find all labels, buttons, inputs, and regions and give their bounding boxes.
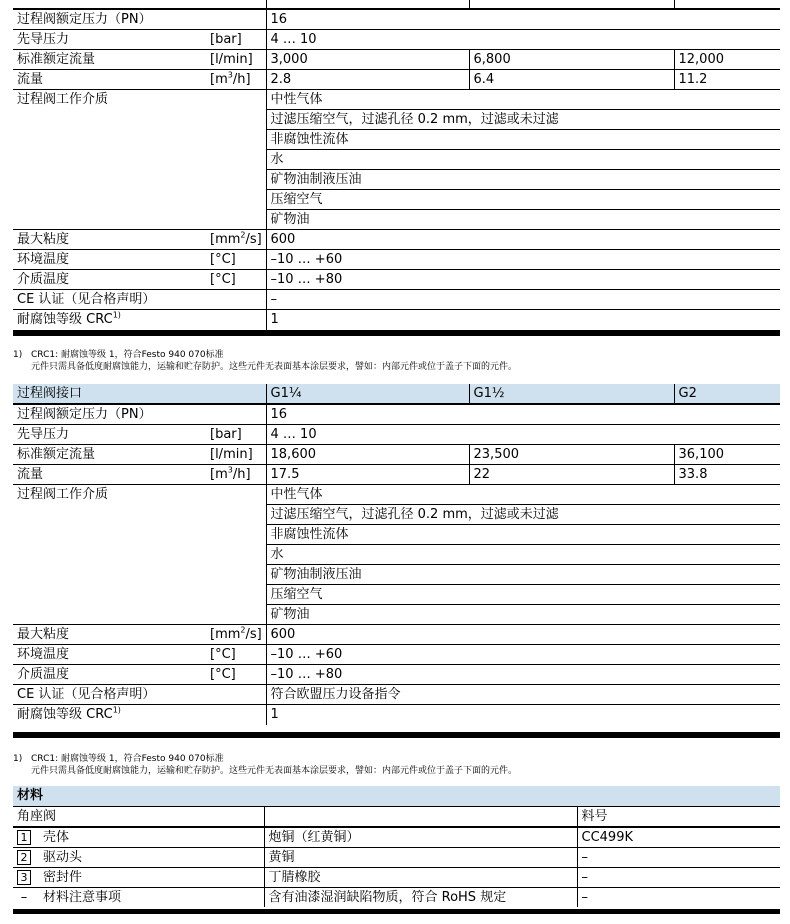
table-row <box>13 705 780 725</box>
row-label: 过程阀额定压力（PN） <box>13 9 266 30</box>
media-item: 中性气体 <box>266 485 780 505</box>
row-value: 16 <box>266 9 780 30</box>
row-unit: $[m^3/h]$ <box>206 465 266 485</box>
table-cell <box>266 0 469 9</box>
media-item: 水 <box>266 150 780 170</box>
row-label: CE 认证（见合格声明） <box>13 685 266 705</box>
table-row <box>13 505 780 525</box>
table-row <box>13 130 780 150</box>
table-header-row <box>13 384 780 404</box>
code-cell: CC499K <box>577 827 780 848</box>
table-row <box>13 170 780 190</box>
row-value: 18,600 <box>266 445 469 465</box>
row-label: 介质温度 <box>13 665 206 685</box>
materials-title: 材料 <box>13 786 780 806</box>
row-value: 33.8 <box>674 465 780 485</box>
header-cell: G1½ <box>469 384 674 404</box>
table-row <box>13 110 780 130</box>
table-row <box>13 190 780 210</box>
table-row <box>13 290 780 310</box>
row-value: –10 … +60 <box>266 250 780 270</box>
row-unit: [l/min] <box>206 445 266 465</box>
row-label: 过程阀额定压力（PN） <box>13 404 266 425</box>
media-item: 水 <box>266 545 780 565</box>
table-row <box>13 210 780 230</box>
table-end-rule <box>13 330 780 336</box>
table-row <box>13 545 780 565</box>
table-row <box>13 685 780 705</box>
table-row <box>13 525 780 545</box>
table-end-rule <box>13 909 780 914</box>
row-unit: [l/min] <box>206 50 266 70</box>
media-item: 矿物油 <box>266 210 780 230</box>
row-label: 过程阀工作介质 <box>17 487 109 503</box>
row-value: 6.4 <box>469 70 674 90</box>
row-value: 6,800 <box>469 50 674 70</box>
part-number-box: 3 <box>17 870 31 885</box>
materials-title-row <box>13 786 780 806</box>
table-row <box>13 70 780 90</box>
table-row <box>13 150 780 170</box>
media-item: 过滤压缩空气，过滤孔径 0.2 mm，过滤或未过滤 <box>266 110 780 130</box>
row-value: – <box>266 290 780 310</box>
spec-table-1 <box>13 0 780 330</box>
table-row <box>13 565 780 585</box>
row-label: 过程阀工作介质 <box>17 92 109 108</box>
table-cell <box>469 0 674 9</box>
row-unit: [°C] <box>206 250 266 270</box>
media-item: 压缩空气 <box>266 585 780 605</box>
row-label: 流量 <box>13 465 206 485</box>
table-row <box>13 90 780 110</box>
code-cell: – <box>577 867 780 887</box>
row-value: 1 <box>266 310 780 330</box>
table-header-row <box>13 806 780 827</box>
table-row <box>13 30 780 50</box>
part-cell: 2 驱动头 <box>13 847 264 867</box>
table-row <box>13 827 780 848</box>
row-label: 先导压力 <box>13 425 206 445</box>
material-cell: 丁腈橡胶 <box>264 867 577 887</box>
row-value: –10 … +60 <box>266 645 780 665</box>
table-row <box>13 585 780 605</box>
row-label: CE 认证（见合格声明） <box>13 290 266 310</box>
table-row <box>13 270 780 290</box>
row-unit: [°C] <box>206 270 266 290</box>
row-value: 23,500 <box>469 445 674 465</box>
row-label: 耐腐蚀等级 CRC$^{1)}$ <box>17 705 121 723</box>
footnote: 1) CRC1: 耐腐蚀等级 1，符合Festo 940 070标准 元件只需具备低度耐腐蚀能力，运输和贮存防护。这些元件无表面基本涂层要求，譬如：内部元件或位于盖子下面的元件。 <box>13 350 518 372</box>
header-cell: 料号 <box>577 806 780 827</box>
materials-table <box>13 786 780 907</box>
table-row <box>13 887 780 907</box>
table-cell <box>674 0 780 9</box>
table-row <box>13 404 780 425</box>
row-value: 符合欧盟压力设备指令 <box>266 685 780 705</box>
media-item: 矿物油制液压油 <box>266 565 780 585</box>
part-cell: 3 密封件 <box>13 867 264 887</box>
table-row <box>13 605 780 625</box>
part-number-box: 2 <box>17 850 31 865</box>
media-item: 中性气体 <box>266 90 780 110</box>
media-item: 压缩空气 <box>266 190 780 210</box>
media-item: 矿物油 <box>266 605 780 625</box>
row-label: 耐腐蚀等级 CRC$^{1)}$ <box>17 310 121 328</box>
row-value: 1 <box>266 705 780 725</box>
material-cell: 炮铜（红黄铜） <box>264 827 577 848</box>
table-row <box>13 625 780 645</box>
part-cell: – 材料注意事项 <box>13 887 264 907</box>
media-item: 非腐蚀性流体 <box>266 130 780 150</box>
row-value: 2.8 <box>266 70 469 90</box>
row-unit: [°C] <box>206 665 266 685</box>
spec-table-2 <box>13 384 780 725</box>
row-value: 12,000 <box>674 50 780 70</box>
row-unit: $[m^3/h]$ <box>206 70 266 90</box>
table-end-rule <box>13 732 780 738</box>
table-row <box>13 465 780 485</box>
footnote: 1) CRC1: 耐腐蚀等级 1，符合Festo 940 070标准 元件只需具备低度耐腐蚀能力，运输和贮存防护。这些元件无表面基本涂层要求，譬如：内部元件或位于盖子下面的元件。 <box>13 754 518 776</box>
row-label: 标准额定流量 <box>13 445 206 465</box>
row-label: 先导压力 <box>13 30 206 50</box>
table-row <box>13 645 780 665</box>
row-unit: [°C] <box>206 645 266 665</box>
table-row <box>13 50 780 70</box>
dash-marker: – <box>20 889 28 905</box>
row-value: 4 … 10 <box>266 30 780 50</box>
row-label: 标准额定流量 <box>13 50 206 70</box>
row-value: 16 <box>266 404 780 425</box>
row-value: 17.5 <box>266 465 469 485</box>
code-cell: – <box>577 887 780 907</box>
row-label: 最大粘度 <box>13 230 206 250</box>
header-cell: G1¼ <box>266 384 469 404</box>
row-unit: [bar] <box>206 30 266 50</box>
media-item: 过滤压缩空气，过滤孔径 0.2 mm，过滤或未过滤 <box>266 505 780 525</box>
row-value: 600 <box>266 230 780 250</box>
header-cell: G2 <box>674 384 780 404</box>
row-value: –10 … +80 <box>266 270 780 290</box>
row-unit: [bar] <box>206 425 266 445</box>
table-row <box>13 9 780 30</box>
row-value: 11.2 <box>674 70 780 90</box>
row-value: 22 <box>469 465 674 485</box>
material-cell: 含有油漆湿润缺陷物质，符合 RoHS 规定 <box>264 887 577 907</box>
row-label: 介质温度 <box>13 270 206 290</box>
table-row <box>13 665 780 685</box>
row-value: 4 … 10 <box>266 425 780 445</box>
part-number-box: 1 <box>17 830 31 845</box>
media-item: 非腐蚀性流体 <box>266 525 780 545</box>
table-row <box>13 230 780 250</box>
row-label: 最大粘度 <box>13 625 206 645</box>
row-unit: $[mm^2/s]$ <box>206 230 266 250</box>
part-cell: 1 壳体 <box>13 827 264 848</box>
table-row <box>13 445 780 465</box>
header-cell <box>264 806 577 827</box>
row-label: 环境温度 <box>13 250 206 270</box>
header-label: 过程阀接口 <box>13 384 266 404</box>
table-row <box>13 867 780 887</box>
header-label: 角座阀 <box>13 806 264 827</box>
table-cell <box>13 0 266 9</box>
media-item: 矿物油制液压油 <box>266 170 780 190</box>
table-row <box>13 425 780 445</box>
code-cell: – <box>577 847 780 867</box>
row-unit: $[mm^2/s]$ <box>206 625 266 645</box>
row-value: 600 <box>266 625 780 645</box>
row-label: 流量 <box>13 70 206 90</box>
table-row <box>13 310 780 330</box>
row-label: 环境温度 <box>13 645 206 665</box>
row-value: 36,100 <box>674 445 780 465</box>
table-row <box>13 847 780 867</box>
table-row <box>13 485 780 505</box>
row-value: –10 … +80 <box>266 665 780 685</box>
material-cell: 黄铜 <box>264 847 577 867</box>
table-row <box>13 250 780 270</box>
table-row <box>13 0 780 9</box>
row-value: 3,000 <box>266 50 469 70</box>
